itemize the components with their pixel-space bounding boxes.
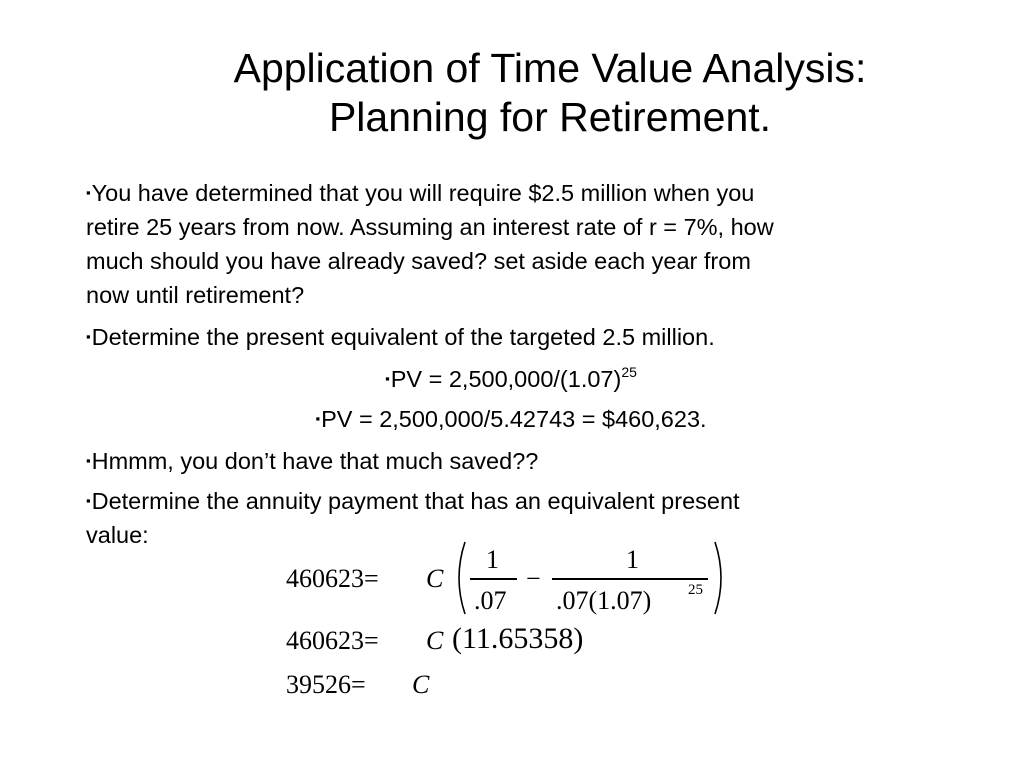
eq3-lhs: 39526= xyxy=(286,670,366,699)
bullet-1-text-1: You have determined that you will require $2.5 million when you xyxy=(91,180,755,206)
bullet-square-icon: ▪ xyxy=(385,371,390,386)
bullet-square-icon: ▪ xyxy=(315,411,321,426)
pv-result-text: PV = 2,500,000/5.42743 = $460,623. xyxy=(321,406,707,432)
bullet-1-line-2: retire 25 years from now. Assuming an interest rate of r = 7%, how xyxy=(86,214,774,240)
frac2-bar xyxy=(552,578,708,580)
eq2-variable-c: C xyxy=(426,626,444,655)
right-paren-icon xyxy=(712,540,730,616)
pv-formula-base: PV = 2,500,000/(1.07) xyxy=(390,366,622,392)
eq1-lhs: 460623= xyxy=(286,564,379,593)
bullet-square-icon: ▪ xyxy=(86,185,91,200)
bullet-square-icon: ▪ xyxy=(86,493,91,508)
eq2-rhs: (11.65358) xyxy=(452,622,584,655)
pv-result-line xyxy=(86,402,936,436)
frac2-denominator: .07(1.07) xyxy=(556,586,652,615)
left-paren-icon xyxy=(450,540,468,616)
eq3-variable-c: C xyxy=(412,670,430,699)
bullet-square-icon: ▪ xyxy=(86,329,91,344)
bullet-4-line-1 xyxy=(86,484,946,518)
bullet-annuity-payment xyxy=(86,484,946,552)
minus-sign: − xyxy=(526,564,541,593)
pv-formula-line xyxy=(86,362,936,396)
bullet-1-line-4: now until retirement? xyxy=(86,282,305,308)
bullet-4-line-2: value: xyxy=(86,522,149,548)
bullet-present-equivalent xyxy=(86,320,946,354)
title-line-2: Planning for Retirement. xyxy=(328,94,772,140)
bullet-1-line-1 xyxy=(86,176,946,210)
bullet-4-text-1: Determine the annuity payment that has an equivalent present xyxy=(91,488,740,514)
bullet-retirement-goal xyxy=(86,176,946,312)
frac2-exponent: 25 xyxy=(688,582,703,598)
bullet-3-text: Hmmm, you don’t have that much saved?? xyxy=(91,448,539,474)
frac1-denominator: .07 xyxy=(474,586,507,615)
title-line-1: Application of Time Value Analysis: xyxy=(233,45,867,91)
slide-title xyxy=(150,44,950,142)
eq1-variable-c: C xyxy=(426,564,444,593)
frac1-numerator: 1 xyxy=(486,545,499,574)
bullet-2-text: Determine the present equivalent of the targeted 2.5 million. xyxy=(91,324,715,350)
eq2-lhs: 460623= xyxy=(286,626,379,655)
frac1-bar xyxy=(470,578,517,580)
bullet-not-enough-saved xyxy=(86,444,946,478)
frac2-numerator: 1 xyxy=(626,545,639,574)
pv-formula-exponent: 25 xyxy=(621,364,637,380)
bullet-square-icon: ▪ xyxy=(86,453,91,468)
bullet-1-line-3: much should you have already saved? set aside each year from xyxy=(86,248,751,274)
